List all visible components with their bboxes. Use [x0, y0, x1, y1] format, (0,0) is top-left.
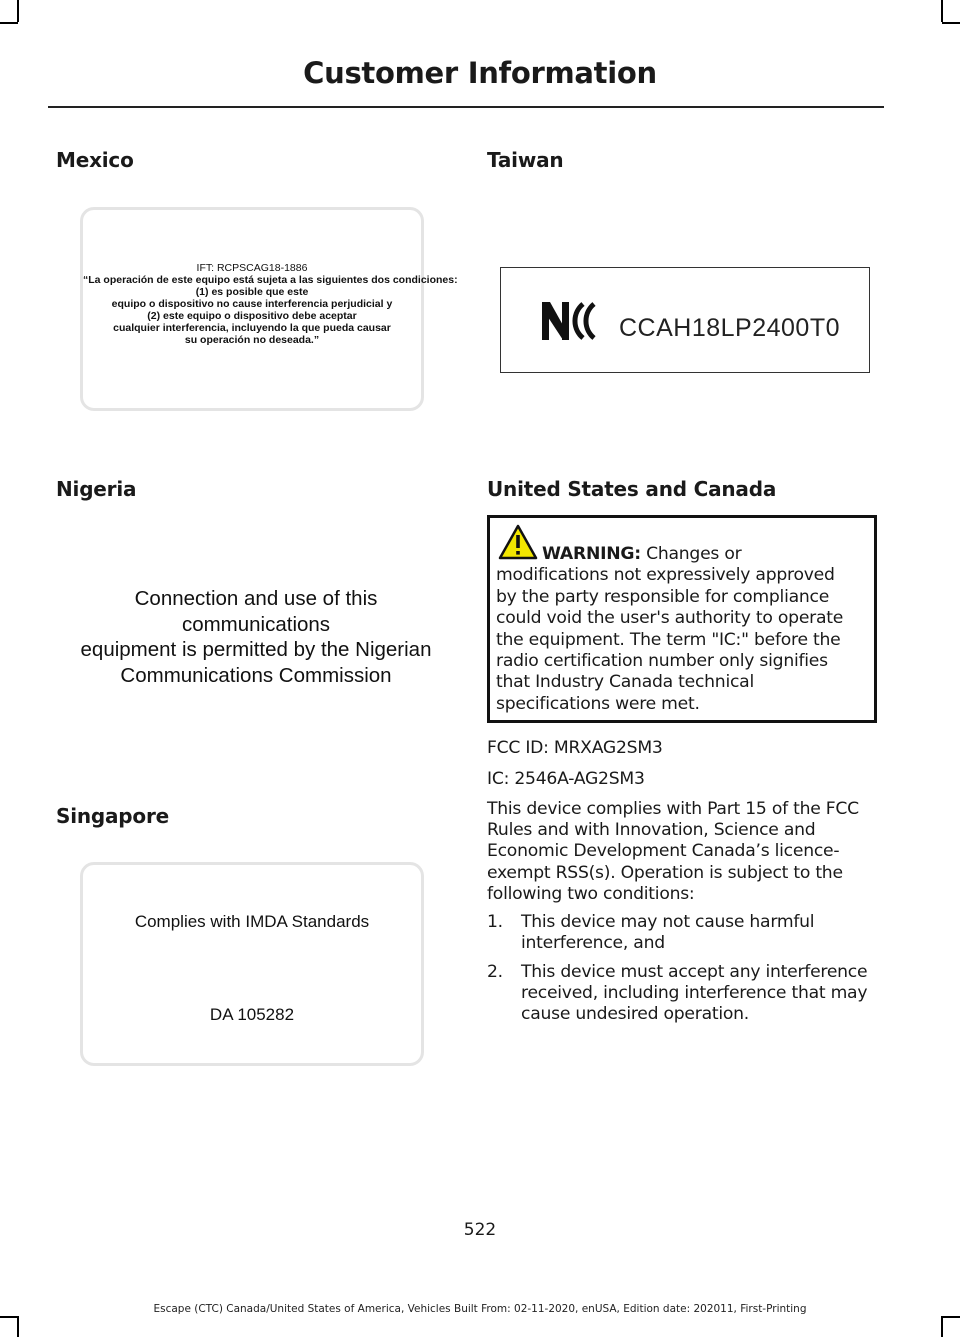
page-title: Customer Information [303, 56, 657, 90]
nigeria-label-line: equipment is permitted by the Nigerian [80, 638, 432, 661]
header-divider [48, 106, 884, 108]
crop-mark [941, 1316, 943, 1337]
nigeria-label-line: communications [181, 612, 331, 636]
singapore-label-line: Complies with IMDA Standards [134, 912, 370, 931]
crop-mark [17, 0, 19, 22]
ic-id: IC: 2546A-AG2SM3 [487, 769, 645, 789]
list-item-text: This device must accept any interference received, including interference that may cause undesired operation. [521, 962, 868, 1025]
singapore-label [80, 862, 424, 1066]
crop-mark [17, 1316, 19, 1337]
warning-line: the equipment. The term "IC:" before the [496, 629, 841, 650]
ncc-taiwan-logo-icon [539, 296, 609, 350]
mexico-label [80, 207, 458, 411]
page-number: 522 [463, 1220, 497, 1240]
warning-label: WARNING: [542, 544, 641, 564]
heading-us-canada: United States and Canada [487, 477, 777, 501]
singapore-label-code: DA 105282 [209, 1005, 295, 1024]
nigeria-label-line: Connection and use of this [134, 587, 378, 610]
warning-line: by the party responsible for compliance [496, 586, 830, 607]
nigeria-label [56, 586, 456, 688]
heading-nigeria: Nigeria [56, 477, 137, 501]
fcc-id: FCC ID: MRXAG2SM3 [487, 738, 663, 758]
compliance-paragraph: This device complies with Part 15 of the FCC Rules and with Innovation, Science and Economic Development Canada’s licence-exempt RSS(s). Operation is subject to the following two conditions: [487, 799, 859, 904]
mexico-label-line: equipo o dispositivo no cause interferencia perjudicial y [111, 298, 393, 310]
crop-mark [0, 1316, 18, 1318]
taiwan-label [500, 267, 870, 373]
mexico-label-line: (1) es posible que este [195, 286, 309, 298]
taiwan-code: CCAH18LP2400T0 [619, 314, 841, 342]
mexico-label-line: IFT: RCPSCAG18-1886 [196, 262, 308, 274]
mexico-label-line: cualquier interferencia, incluyendo la que pueda causar [113, 322, 391, 334]
warning-box [487, 515, 877, 723]
warning-line: Changes or [646, 544, 742, 564]
warning-line: radio certification number only signifies [496, 651, 828, 672]
crop-mark [941, 0, 943, 22]
heading-mexico: Mexico [56, 148, 134, 172]
warning-text [496, 544, 868, 715]
list-item-text: This device may not cause harmful interference, and [521, 912, 815, 954]
crop-mark [0, 22, 18, 24]
nigeria-label-line: Communications Commission [120, 663, 392, 687]
list-item-number: 1. [487, 912, 503, 932]
list-item-number: 2. [487, 962, 503, 982]
mexico-label-line: su operación no deseada.” [184, 334, 320, 346]
warning-line: that Industry Canada technical [496, 672, 754, 693]
heading-taiwan: Taiwan [487, 148, 564, 172]
footer-text: Escape (CTC) Canada/United States of America, Vehicles Built From: 02-11-2020, enUSA, Edition date: 202011, First-Printing [153, 1303, 807, 1315]
mexico-label-line: (2) este equipo o dispositivo debe aceptar [147, 310, 357, 322]
heading-singapore: Singapore [56, 804, 169, 828]
mexico-label-text [83, 262, 458, 346]
warning-line: could void the user's authority to operate [496, 608, 844, 629]
warning-line: specifications were met. [496, 693, 700, 714]
warning-line: modifications not expressively approved [496, 565, 835, 586]
crop-mark [942, 1316, 960, 1318]
mexico-label-line: “La operación de este equipo está sujeta a las siguientes dos condiciones: [83, 274, 458, 286]
crop-mark [942, 22, 960, 24]
